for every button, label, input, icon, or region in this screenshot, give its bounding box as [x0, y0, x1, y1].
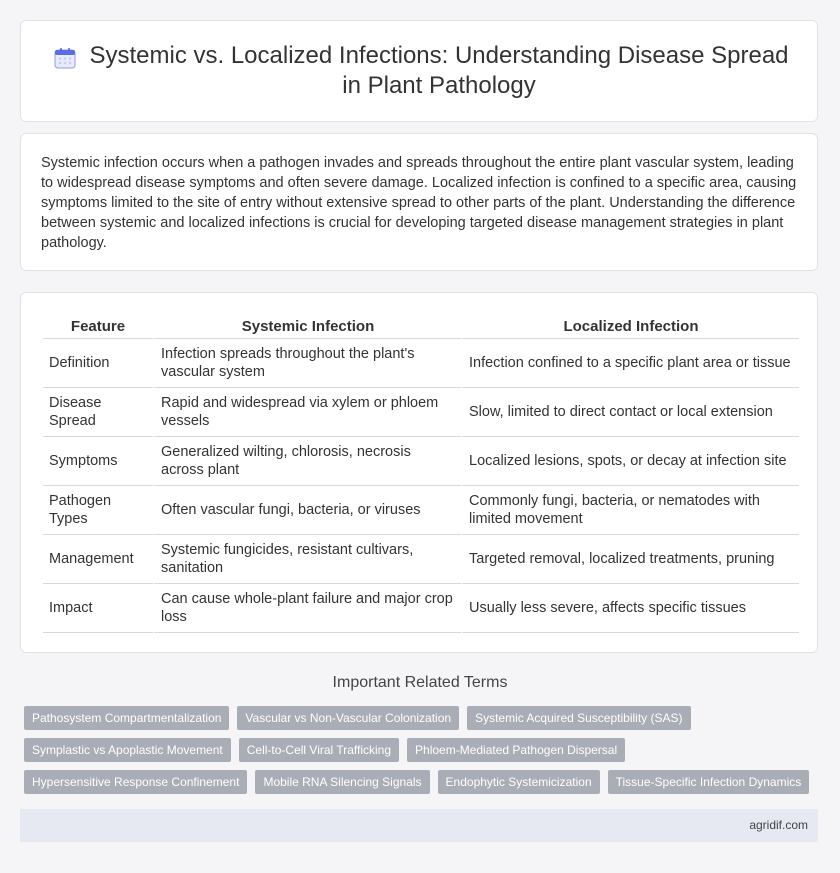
- related-term-tag[interactable]: Endophytic Systemicization: [438, 770, 600, 794]
- related-term-tag[interactable]: Cell-to-Cell Viral Trafficking: [239, 738, 399, 762]
- localized-cell: Slow, limited to direct contact or local extension: [461, 388, 799, 437]
- related-term-tag[interactable]: Phloem-Mediated Pathogen Dispersal: [407, 738, 625, 762]
- table-row: [43, 535, 799, 584]
- feature-cell: Impact: [43, 584, 153, 633]
- systemic-cell: Can cause whole-plant failure and major crop loss: [153, 584, 461, 633]
- page-title: Systemic vs. Localized Infections: Understanding Disease Spread in Plant Pathology: [89, 42, 789, 99]
- systemic-cell: Infection spreads throughout the plant's vascular system: [153, 339, 461, 388]
- systemic-cell: Often vascular fungi, bacteria, or viruses: [153, 486, 461, 535]
- table-header-row: [43, 311, 799, 339]
- intro-card: [20, 133, 818, 271]
- localized-cell: Infection confined to a specific plant area or tissue: [461, 339, 799, 388]
- related-term-tag[interactable]: Vascular vs Non-Vascular Colonization: [237, 706, 459, 730]
- tag-row: [24, 770, 814, 794]
- calendar-icon: [53, 46, 77, 70]
- feature-cell: Management: [43, 535, 153, 584]
- related-term-tag[interactable]: Hypersensitive Response Confinement: [24, 770, 247, 794]
- localized-cell: Targeted removal, localized treatments, pruning: [461, 535, 799, 584]
- localized-cell: Commonly fungi, bacteria, or nematodes with limited movement: [461, 486, 799, 535]
- comparison-table: [43, 311, 799, 633]
- related-terms-title: Important Related Terms: [332, 674, 508, 691]
- feature-cell: Definition: [43, 339, 153, 388]
- intro-paragraph: Systemic infection occurs when a pathogen invades and spreads throughout the entire plant vascular system, leading to widespread disease symptoms and often severe damage. Localized infection is confined to a specific area, causing symptoms limited to the site of entry without extensive spread to other parts of the plant. Understanding the difference between systemic and localized infections is crucial for developing targeted disease management strategies in plant pathology.: [41, 155, 797, 251]
- header-feature: Feature: [43, 311, 153, 339]
- related-term-tag[interactable]: Mobile RNA Silencing Signals: [255, 770, 429, 794]
- related-term-tag[interactable]: Tissue-Specific Infection Dynamics: [608, 770, 810, 794]
- header-systemic: Systemic Infection: [153, 311, 461, 339]
- table-row: [43, 584, 799, 633]
- table-row: [43, 339, 799, 388]
- systemic-cell: Generalized wilting, chlorosis, necrosis across plant: [153, 437, 461, 486]
- tag-row: [24, 706, 814, 730]
- feature-cell: Pathogen Types: [43, 486, 153, 535]
- tag-row: [24, 738, 814, 762]
- systemic-cell: Systemic fungicides, resistant cultivars, sanitation: [153, 535, 461, 584]
- systemic-cell: Rapid and widespread via xylem or phloem vessels: [153, 388, 461, 437]
- related-terms-list: [24, 706, 814, 802]
- footer-site-link[interactable]: agridif.com: [749, 818, 808, 832]
- related-term-tag[interactable]: Symplastic vs Apoplastic Movement: [24, 738, 231, 762]
- related-term-tag[interactable]: Systemic Acquired Susceptibility (SAS): [467, 706, 690, 730]
- localized-cell: Usually less severe, affects specific tissues: [461, 584, 799, 633]
- table-row: [43, 437, 799, 486]
- feature-cell: Symptoms: [43, 437, 153, 486]
- feature-cell: Disease Spread: [43, 388, 153, 437]
- table-row: [43, 486, 799, 535]
- localized-cell: Localized lesions, spots, or decay at infection site: [461, 437, 799, 486]
- footer: [20, 809, 818, 842]
- related-term-tag[interactable]: Pathosystem Compartmentalization: [24, 706, 229, 730]
- header-localized: Localized Infection: [461, 311, 799, 339]
- table-row: [43, 388, 799, 437]
- comparison-table-card: [20, 292, 818, 653]
- header-card: [20, 20, 818, 122]
